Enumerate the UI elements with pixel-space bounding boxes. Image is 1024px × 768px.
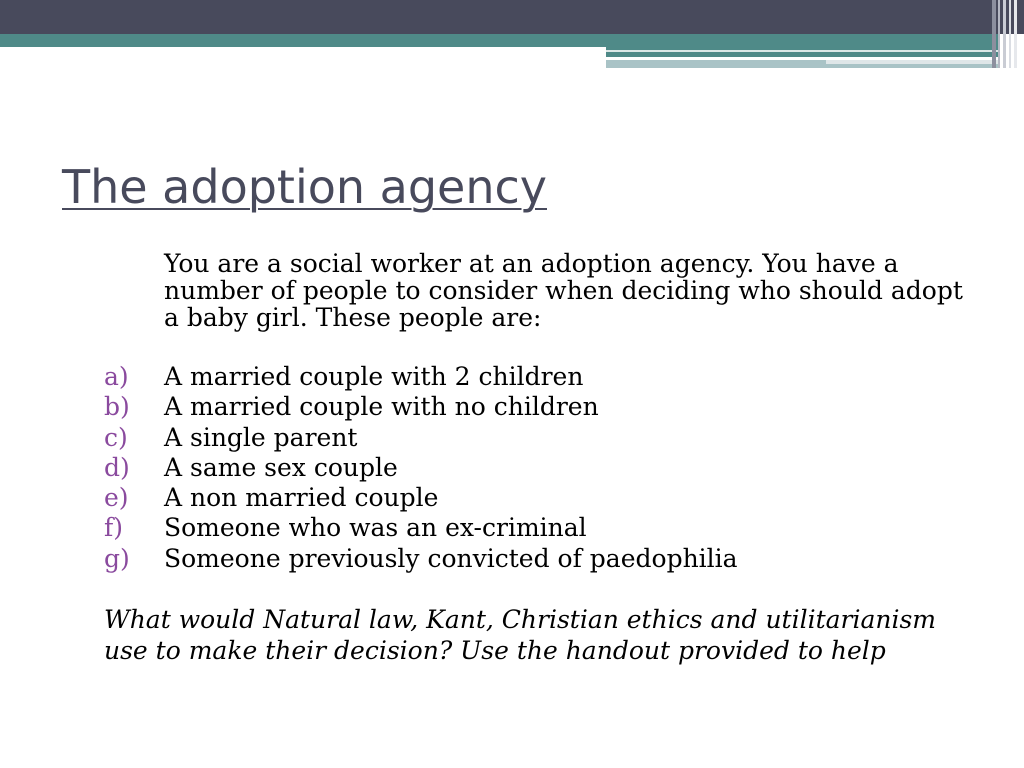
header-stripe (1009, 0, 1011, 68)
list-marker: d) (104, 452, 130, 482)
header-stripe (992, 0, 996, 68)
intro-paragraph: You are a social worker at an adoption agency. You have a number of people to consider when deciding who should adopt a baby girl. These people are: (164, 249, 963, 332)
list-item-text: Someone who was an ex-criminal (164, 513, 587, 543)
discussion-question: What would Natural law, Kant, Christian ethics and utilitarianism use to make their decision? Use the handout provided to help (104, 605, 937, 665)
header-stripe (1014, 0, 1017, 68)
list-marker: b) (104, 392, 130, 422)
list-item-text: A married couple with 2 children (164, 362, 584, 391)
header-bar-lighter (826, 60, 1000, 64)
list-item-text: A non married couple (164, 483, 439, 513)
header-bar-dark (0, 0, 1024, 34)
list-item (104, 423, 738, 453)
header-bar-teal (0, 34, 1000, 47)
header-bar-teal-extension (606, 47, 1000, 57)
list-item (104, 453, 738, 483)
list-item (104, 544, 738, 574)
list-item-text: A single parent (164, 422, 358, 452)
list-marker: e) (104, 483, 129, 513)
list-item (104, 392, 738, 422)
list-item (104, 483, 738, 513)
list-marker: c) (104, 422, 128, 452)
list-marker: g) (104, 543, 130, 573)
list-item (104, 513, 738, 543)
list-item-text: A married couple with no children (164, 392, 599, 422)
header-stripe (998, 0, 1000, 68)
list-marker: f) (104, 513, 124, 543)
header-bar-highlight (606, 50, 1000, 52)
list-marker: a) (104, 362, 129, 391)
slide-title: The adoption agency (62, 160, 547, 214)
list-item (104, 362, 738, 392)
list-item-text: Someone previously convicted of paedophilia (164, 543, 738, 573)
candidate-list (104, 362, 738, 574)
header-stripe (1003, 0, 1006, 68)
list-item-text: A same sex couple (164, 452, 398, 482)
